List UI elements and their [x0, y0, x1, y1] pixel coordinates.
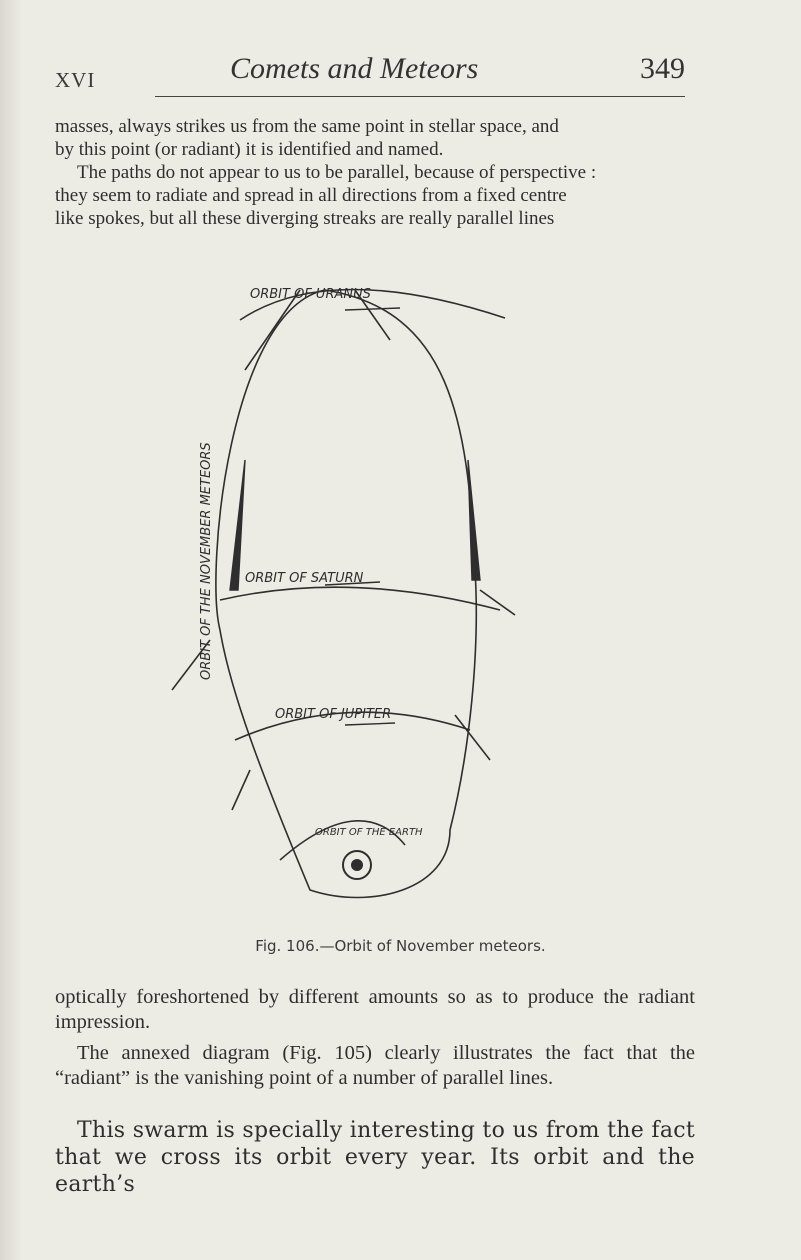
text-paragraph: optically foreshortened by different amounts so as to produce the radiant impression.: [55, 986, 695, 1033]
text-line: like spokes, but all these diverging streaks are really parallel lines: [55, 208, 555, 229]
text-paragraph: This swarm is specially interesting to us from the fact that we cross its orbit every year. Its orbit and the earth’s: [55, 1118, 695, 1197]
orbit-crossing-line: [245, 290, 300, 370]
saturn-orbit-arc: [220, 587, 500, 610]
paragraph-middle: [55, 985, 695, 1097]
meteor-orbit-label: ORBIT OF THE NOVEMBER METEORS: [199, 442, 214, 680]
text-paragraph: The annexed diagram (Fig. 105) clearly illustrates the fact that the “radiant” is the vanishing point of a number of parallel lines.: [55, 1042, 695, 1089]
text-line: The paths do not appear to us to be parallel, because of perspective :: [77, 162, 597, 183]
saturn-orbit-tail: [480, 590, 515, 615]
meteor-direction-arrow: [230, 460, 245, 590]
orbit-crossing-line: [232, 770, 250, 810]
uranus-orbit-label: ORBIT OF URANUS: [250, 287, 371, 302]
page-number: 349: [640, 52, 685, 85]
page-edge-shadow: [0, 0, 22, 1260]
text-line: by this point (or radiant) it is identified and named.: [55, 139, 444, 160]
jupiter-orbit-label: ORBIT OF JUPITER: [275, 707, 392, 722]
earth-symbol: [343, 851, 371, 879]
figure-caption: Fig. 106.—Orbit of November meteors.: [255, 937, 546, 955]
jupiter-orbit-tail: [455, 715, 490, 760]
running-header: [55, 52, 685, 102]
paragraph-bottom: [55, 1117, 695, 1198]
header-rule: [155, 96, 685, 97]
orbit-diagram: [150, 270, 570, 920]
saturn-orbit-label: ORBIT OF SATURN: [245, 571, 364, 586]
earth-orbit-label: ORBIT OF THE EARTH: [315, 827, 423, 838]
meteor-direction-arrow: [468, 460, 480, 580]
orbit-diagram-svg: [150, 270, 570, 920]
running-title: Comets and Meteors: [230, 52, 479, 85]
text-line: they seem to radiate and spread in all directions from a fixed centre: [55, 185, 567, 206]
paragraph-top: [55, 115, 695, 230]
chapter-number: XVI: [55, 68, 96, 92]
text-line: masses, always strikes us from the same point in stellar space, and: [55, 116, 559, 137]
